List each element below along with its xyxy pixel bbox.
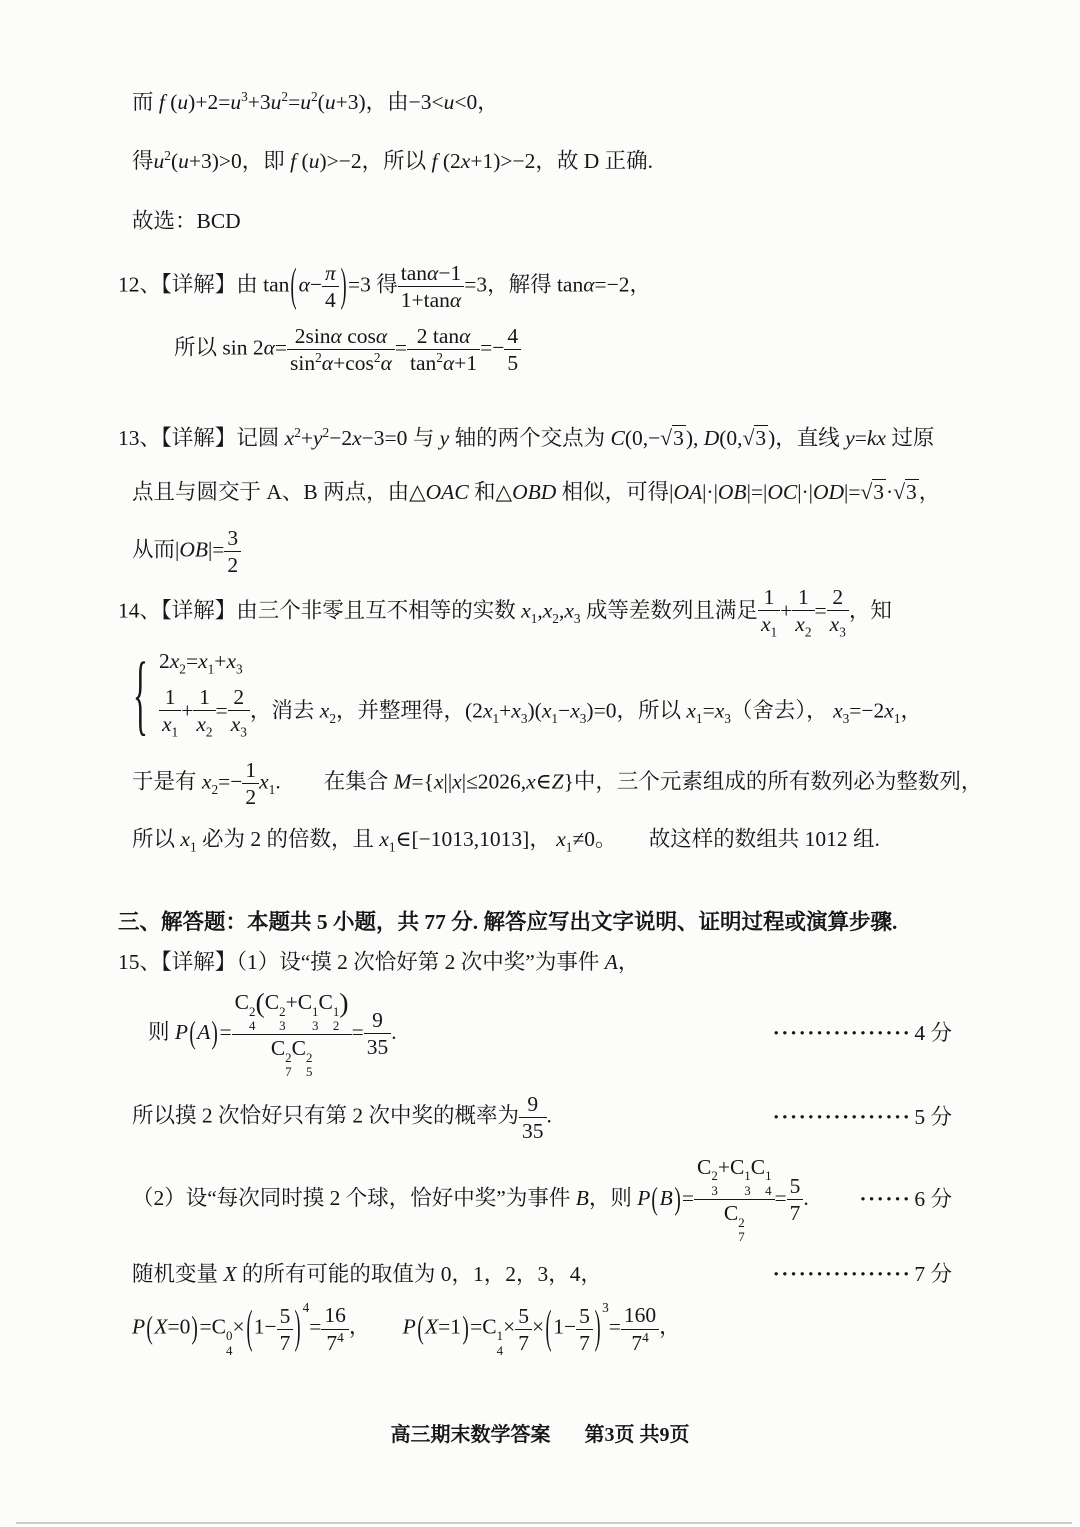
answer-12-result: 所以 sin 2α= $\frac{\text{2sinα cosα}}{\sin^2\alpha+\cos^2\alpha}$ = $\frac{2 \tan\alpha}{\tan^2\alpha+1}$ =− $\frac{4}{5}$ [174,323,952,376]
score-marker-4 [773,1019,952,1048]
answer-15-part2-row [118,1154,952,1246]
page-footer [0,1418,1080,1447]
answer-13-result: 从而|OB|= $\frac{3}{2}$ [132,525,952,578]
answer-14-detail-line-1: 14、【详解】由三个非零且互不相等的实数 $x_1,x_2,x_3$ 成等差数列且满足 $\frac{1}{x_1}$ + $\frac{1}{x_2}$ = $\frac{2}{x_3}$ ，知 [118,585,892,640]
score-marker-7 [773,1260,952,1289]
system-left-brace: { [133,643,148,744]
answer-15-variable-row [118,1260,952,1289]
answer-12-detail: 12、【详解】由 tan(α− $\frac{\pi}{4}$ )=3 得 $\frac{\tan\alpha-1}{1+\tan\alpha}$ =3，解得 tanα=−2， [118,258,652,312]
score-marker-6 [859,1185,952,1214]
answer-15-probability-formulas: P(X=0)=C 0 4 ×(1− $\frac{5}{7}$ ) $^4$= $\frac{16}{7^4}$ ， P(X=1)=C 1 4 × $\frac{5}{7}$ ×(1− $\frac{5}{7}$ ) $^3$= $\frac{160}{7^4}$ ， [132,1299,681,1358]
score-dots: ················ [772,1104,912,1129]
system-equation-2: $\frac{1}{x_1}$ + $\frac{1}{x_2}$ = $\frac{2}{x_3}$ ，消去 $x_2$，并整理得，$(2x_1+x_3)(x_1-x_3)=0$，所以 $x_1=x_3$（舍去）， $x_3=-2x_1$， [159,684,922,741]
answer-15-conclusion: 所以摸 2 次恰好只有第 2 次中奖的概率为 $\frac{9}{35}$ . [132,1091,552,1143]
answer-13-detail-line-2: 点且与圆交于 A、B 两点，由△OAC 和△OBD 相似，可得|OA|·|OB|=|OC|·|OD|=√3·√3， [132,480,941,505]
footer-document-title: 高三期末数学答案 [390,1424,551,1446]
answer-14-result: 所以 $x_1$ 必为 2 的倍数，且 $x_1\in[-1013,1013]$， $x_1\ne 0$。 故这样的数组共 1012 组. [132,827,880,855]
answer-11-detail-line-1: 而 f $(u)+2=u^3+3u^2=u^2(u+3)$，由−3<u<0， [132,89,499,115]
answer-15-conclusion-row [118,1091,952,1144]
section-3-heading: 三、解答题：本题共 5 小题，共 77 分. 解答应写出文字说明、证明过程或演算步骤. [118,910,898,935]
answer-14-detail-line-2: 于是有 $x_2=-$ $\frac{1}{2}$ $x_1$. 在集合 M={x||x|≤2026,x∈Z}中，三个元素组成的所有数列必为整数列， [132,757,983,810]
system-equations [159,649,922,741]
answer-14-equation-system [132,643,952,744]
score-marker-5 [773,1103,952,1132]
answer-content [0,88,1080,1358]
score-label: 6 分 [914,1187,952,1212]
scan-bottom-edge [16,1522,1072,1524]
answer-11-detail-line-2: 得$u^2(u+3)>0$，即 f (u)>−2，所以 f (2x+1)>−2，故 D 正确. [132,147,653,174]
answer-15-variable-values: 随机变量 X 的所有可能的取值为 0，1，2，3，4， [132,1261,603,1286]
answer-13-detail-line-1: 13、【详解】记圆 $x^2+y^2-2x-3=0$ 与 y 轴的两个交点为 C(0,−√3), D(0,√3)，直线 y=kx 过原 [118,425,935,451]
answer-15-setup: 15、【详解】（1）设“摸 2 次恰好第 2 次中奖”为事件 A， [118,950,640,975]
system-equation-1: $2x_2=x_1+x_3$ [158,649,243,677]
score-dots: ················ [772,1261,912,1286]
score-label: 4 分 [914,1021,952,1046]
score-label: 5 分 [914,1104,952,1129]
footer-page-info: 第3页 共9页 [584,1424,690,1446]
answer-11-choice: 故选：BCD [132,208,241,233]
answer-15-formula-pa: 则 P(A)= C 2 4 (C 2 3 +C 1 3 C 1 2 ) C 2 7 C 2 5 = $\frac{9}{35}$ . [148,987,397,1080]
answer-15-step-pa-row [118,987,952,1081]
score-label: 7 分 [914,1261,952,1286]
answer-15-part2-formula: （2）设“每次同时摸 2 个球，恰好中奖”为事件 B，则 P(B)= C 2 3 +C 1 3 C 1 4 C 2 7 = $\frac{5}{7}$ . [132,1154,809,1245]
score-dots: ················ [772,1021,912,1046]
score-dots: ······ [859,1187,912,1212]
